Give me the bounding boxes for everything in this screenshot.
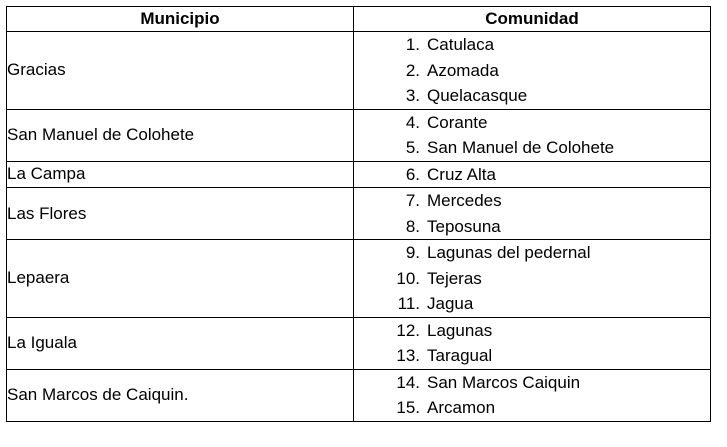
list-item [354, 58, 710, 84]
list-item [354, 32, 710, 58]
comunidad-number: 4. [405, 112, 420, 132]
municipio-cell: Gracias [7, 32, 354, 110]
list-item [354, 266, 710, 292]
comunidad-list [354, 318, 710, 369]
comunidad-cell [354, 109, 711, 161]
comunidad-name: Catulaca [427, 35, 495, 54]
comunidad-cell [354, 188, 711, 240]
comunidad-name: Jagua [427, 294, 474, 313]
municipio-comunidad-table [6, 6, 711, 422]
comunidad-number: 13. [396, 346, 420, 365]
comunidad-list [354, 188, 710, 239]
comunidad-cell [354, 369, 711, 421]
comunidad-name: Corante [427, 112, 488, 132]
comunidad-list [354, 162, 710, 188]
table-row [7, 32, 711, 110]
municipio-cell: Las Flores [7, 188, 354, 240]
list-item [354, 395, 710, 421]
comunidad-name: Lagunas [427, 320, 493, 340]
header-municipio: Municipio [7, 7, 354, 32]
comunidad-cell [354, 161, 711, 188]
comunidad-number: 12. [396, 320, 420, 340]
comunidad-number: 9. [405, 243, 420, 262]
list-item [354, 188, 710, 214]
list-item [354, 370, 710, 396]
comunidad-number: 3. [405, 86, 420, 105]
table-row [7, 188, 711, 240]
comunidad-number: 10. [396, 268, 420, 288]
comunidad-list [354, 32, 710, 109]
comunidad-number: 8. [405, 216, 420, 236]
comunidad-name: Tejeras [427, 268, 482, 288]
comunidad-number: 7. [405, 191, 420, 210]
municipio-cell: La Iguala [7, 317, 354, 369]
list-item [354, 318, 710, 344]
list-item [354, 162, 710, 188]
table-row [7, 240, 711, 318]
comunidad-name: Lagunas del pedernal [427, 243, 591, 262]
comunidad-list [354, 370, 710, 421]
list-item [354, 240, 710, 266]
table-row [7, 317, 711, 369]
header-comunidad: Comunidad [354, 7, 711, 32]
table-body [7, 32, 711, 422]
comunidad-number: 15. [396, 398, 420, 417]
comunidad-cell [354, 317, 711, 369]
comunidad-name: Arcamon [427, 398, 496, 417]
comunidad-number: 5. [405, 138, 420, 157]
comunidad-list [354, 240, 710, 317]
comunidad-number: 2. [405, 60, 420, 80]
table-row [7, 161, 711, 188]
list-item [354, 343, 710, 369]
municipio-cell: Lepaera [7, 240, 354, 318]
comunidad-name: Mercedes [427, 191, 502, 210]
list-item [354, 291, 710, 317]
comunidad-number: 11. [397, 294, 420, 313]
comunidad-name: Taragual [427, 346, 493, 365]
list-item [354, 110, 710, 136]
comunidad-number: 6. [405, 164, 420, 184]
comunidad-cell [354, 32, 711, 110]
comunidad-name: Teposuna [427, 216, 501, 236]
municipio-cell: La Campa [7, 161, 354, 188]
list-item [354, 214, 710, 240]
comunidad-name: Cruz Alta [427, 164, 496, 184]
comunidad-name: Quelacasque [427, 86, 528, 105]
table-row [7, 109, 711, 161]
comunidad-number: 1. [405, 35, 420, 54]
header-row [7, 7, 711, 32]
comunidad-cell [354, 240, 711, 318]
table-row [7, 369, 711, 421]
comunidad-number: 14. [396, 372, 420, 392]
list-item [354, 135, 710, 161]
municipio-cell: San Marcos de Caiquin. [7, 369, 354, 421]
list-item [354, 83, 710, 109]
municipio-cell: San Manuel de Colohete [7, 109, 354, 161]
comunidad-name: San Manuel de Colohete [427, 138, 615, 157]
comunidad-list [354, 110, 710, 161]
comunidad-name: San Marcos Caiquin [427, 372, 581, 392]
comunidad-name: Azomada [427, 60, 499, 80]
